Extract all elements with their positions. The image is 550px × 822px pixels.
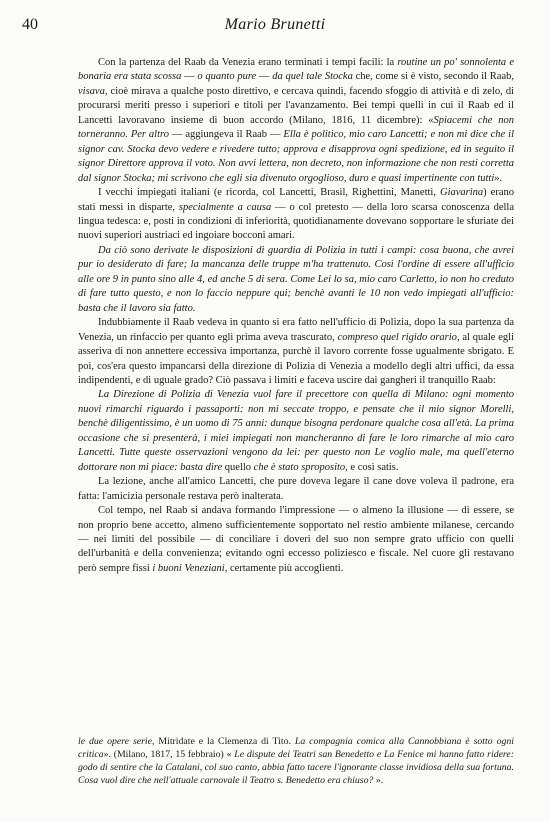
text-run: Col tempo, nel Raab si andava formando l'impressione — o almeno la illusione — di essere, se non proprio bene accetto, almeno sufficientemente sopportato nel restio ambiente milanese, cercando — nei limiti del possibile — di conciliare i doveri del suo non sempre grato ufficio con quelli dell'urbanità e della convenienza; evitando ogni eccesso poliziesco e fiscale. Nel cuore gli restavano però sempre fissi bbox=[78, 505, 514, 574]
italic-run: Spiacemi che non torneranno. Per altro bbox=[78, 114, 515, 141]
text-run: — aggiungeva il Raab — bbox=[168, 129, 284, 141]
italic-run: o quanto pure bbox=[197, 71, 257, 83]
paragraph bbox=[78, 186, 514, 244]
text-run: , certamente più accoglienti. bbox=[224, 562, 344, 574]
paragraph bbox=[78, 244, 514, 316]
italic-run: La compagnia comica alla Cannobbiana è sotto ogni critica bbox=[78, 736, 514, 761]
body-text bbox=[78, 56, 514, 576]
paragraph bbox=[78, 388, 514, 475]
paragraph bbox=[78, 475, 514, 504]
paragraph bbox=[78, 504, 514, 576]
text-run: — o col pretesto — della loro scarsa conoscenza della lingua tedesca: e, posti in condizioni di inferiorità, quotidianamente dovevano sopportare le sfuriate dei nuovi superiori austriaci ed ingoiare bocconi amari. bbox=[78, 201, 514, 242]
italic-run: Giavarina bbox=[439, 187, 484, 199]
text-run: ». (Milano, 1817, 15 febbraio) « bbox=[103, 749, 235, 761]
footnote bbox=[78, 735, 514, 787]
text-run: Con la partenza del Raab da Venezia erano terminati i tempi facili: la bbox=[98, 57, 398, 68]
italic-run: Ella è politico, mio caro Lancetti; e non mi dice che il signor cav. Stocka devo vedere e rivedere tutto; approva e disapprova ogni spedizione, ed in seguito il signor Direttore approva il voto. Non avvi lettera, non decreto, non informazione che non resti corretta dal signor Stocka; mi scrivono che egli sia divenuto orgoglioso, duro e quasi impertinente con tutti bbox=[78, 129, 514, 184]
page-number: 40 bbox=[22, 16, 38, 33]
text-run: , cioè mirava a qualche posto direttivo, e cercava quindi, facendo sfoggio di attività e di zelo, di procurarsi meriti presso i superiori e titoli per l'avanzamento. Bei tempi quelli in cui il Raab ed il Lancetti lavoravano insieme di buon accordo (Milano, 1816, 11 dicembre): « bbox=[78, 85, 514, 126]
italic-run: le due opere serie bbox=[78, 736, 152, 747]
text-run: , Mitridate e la Clemenza di Tito. bbox=[152, 736, 295, 747]
text-run: , al quale egli asseriva di non annettere eccessiva importanza, purchè il lavoro corrente fosse ugualmente sbrigato. E poi, cos'era questo impancarsi della direzione di Polizia di Venezia a modello degli altri uffici, da essa indipendenti, e di uguale grado? Ciò passava i limiti e faceva uscire dai gangheri il tranquillo Raab: bbox=[78, 331, 515, 386]
italic-run: routine un po' sonnolenta e bonaria era stata scossa bbox=[78, 57, 514, 83]
italic-run: i buoni Veneziani bbox=[152, 562, 225, 574]
paragraph bbox=[78, 56, 514, 186]
italic-run: compreso quel rigido orario bbox=[337, 331, 457, 343]
footnotes bbox=[78, 735, 514, 787]
text-run: , e così satis. bbox=[345, 461, 399, 473]
text-run: — bbox=[256, 71, 273, 83]
text-run: quello bbox=[222, 461, 254, 473]
italic-run: visava bbox=[78, 85, 105, 97]
italic-run: da quel tale Stocka bbox=[272, 71, 353, 83]
page-header bbox=[22, 14, 528, 38]
text-run: — bbox=[181, 71, 198, 83]
text-run: ) erano stati messi in disparte, bbox=[78, 187, 514, 213]
text-run: La lezione, anche all'amico Lancetti, che pure doveva legare il cane dove voleva il padrone, era fatta: l'amicizia personale restava però inalterata. bbox=[78, 476, 514, 502]
paragraph bbox=[78, 316, 514, 388]
italic-run: La Direzione di Polizia di Venezia vuol fare il precettore con quella di Milano: ogni momento nuovi rimarchi riguardo i passaporti: non mi seccate troppo, e pensate che il mio signor Morelli, benchè diligentissimo, è un uomo di 75 anni: dunque bisogna perdonare qualche cosa all'età. La prima occasione che si presenterà, i miei impiegati non mancheranno di fare le loro rimarche al mio caro Lancetti. Tutte queste osservazioni vengono da lei: per questo non Le voglio male, ma quell'eterno dottorare non mi piace: basta dire bbox=[78, 389, 514, 473]
running-head: Mario Brunetti bbox=[224, 16, 326, 33]
italic-run: che è stato sproposito bbox=[253, 461, 346, 473]
text-run: I vecchi impiegati italiani (e ricorda, col Lancetti, Brasil, Righettini, Manetti, bbox=[98, 187, 440, 199]
italic-run: specialmente a causa bbox=[178, 201, 272, 213]
text-run: ». bbox=[373, 775, 384, 787]
text-run: che, come si è visto, secondo il Raab, bbox=[352, 71, 514, 83]
text-run: Indubbiamente il Raab vedeva in quanto si era fatto nell'ufficio di Polizia, dopo la sua partenza da Venezia, un rinfaccio per quanto egli prima aveva trascurato, bbox=[78, 317, 514, 343]
italic-run: Le dispute dei Teatri san Benedetto e La Fenice mi hanno fatto ridere: godo di sentire che la Catalani, col suo canto, abbia fatto tacere l'ignorante classe invidiosa della sua fortuna. Cosa vuol dire che nell'attuale carnovale il Teatro s. Benedetto era chiuso? bbox=[78, 749, 514, 787]
italic-run: Da ciò sono derivate le disposizioni di guardia di Polizia in tutti i campi: cosa buona, che avrei pur io desiderato di fare; la mancanza delle truppe m'ha trattenuto. Così l'ordine di essere all'ufficio alle ore 9 in punto sino alle 4, ed anche 5 di sera. Come Lei lo sa, mio caro Carletto, io non ho creduto di fare tutto questo, e non lo faccio neppure qui; benchè avanti le 10 non vedo impiegati all'ufficio: basta che il lavoro sia fatto. bbox=[78, 244, 514, 314]
text-run: ». bbox=[494, 172, 503, 184]
